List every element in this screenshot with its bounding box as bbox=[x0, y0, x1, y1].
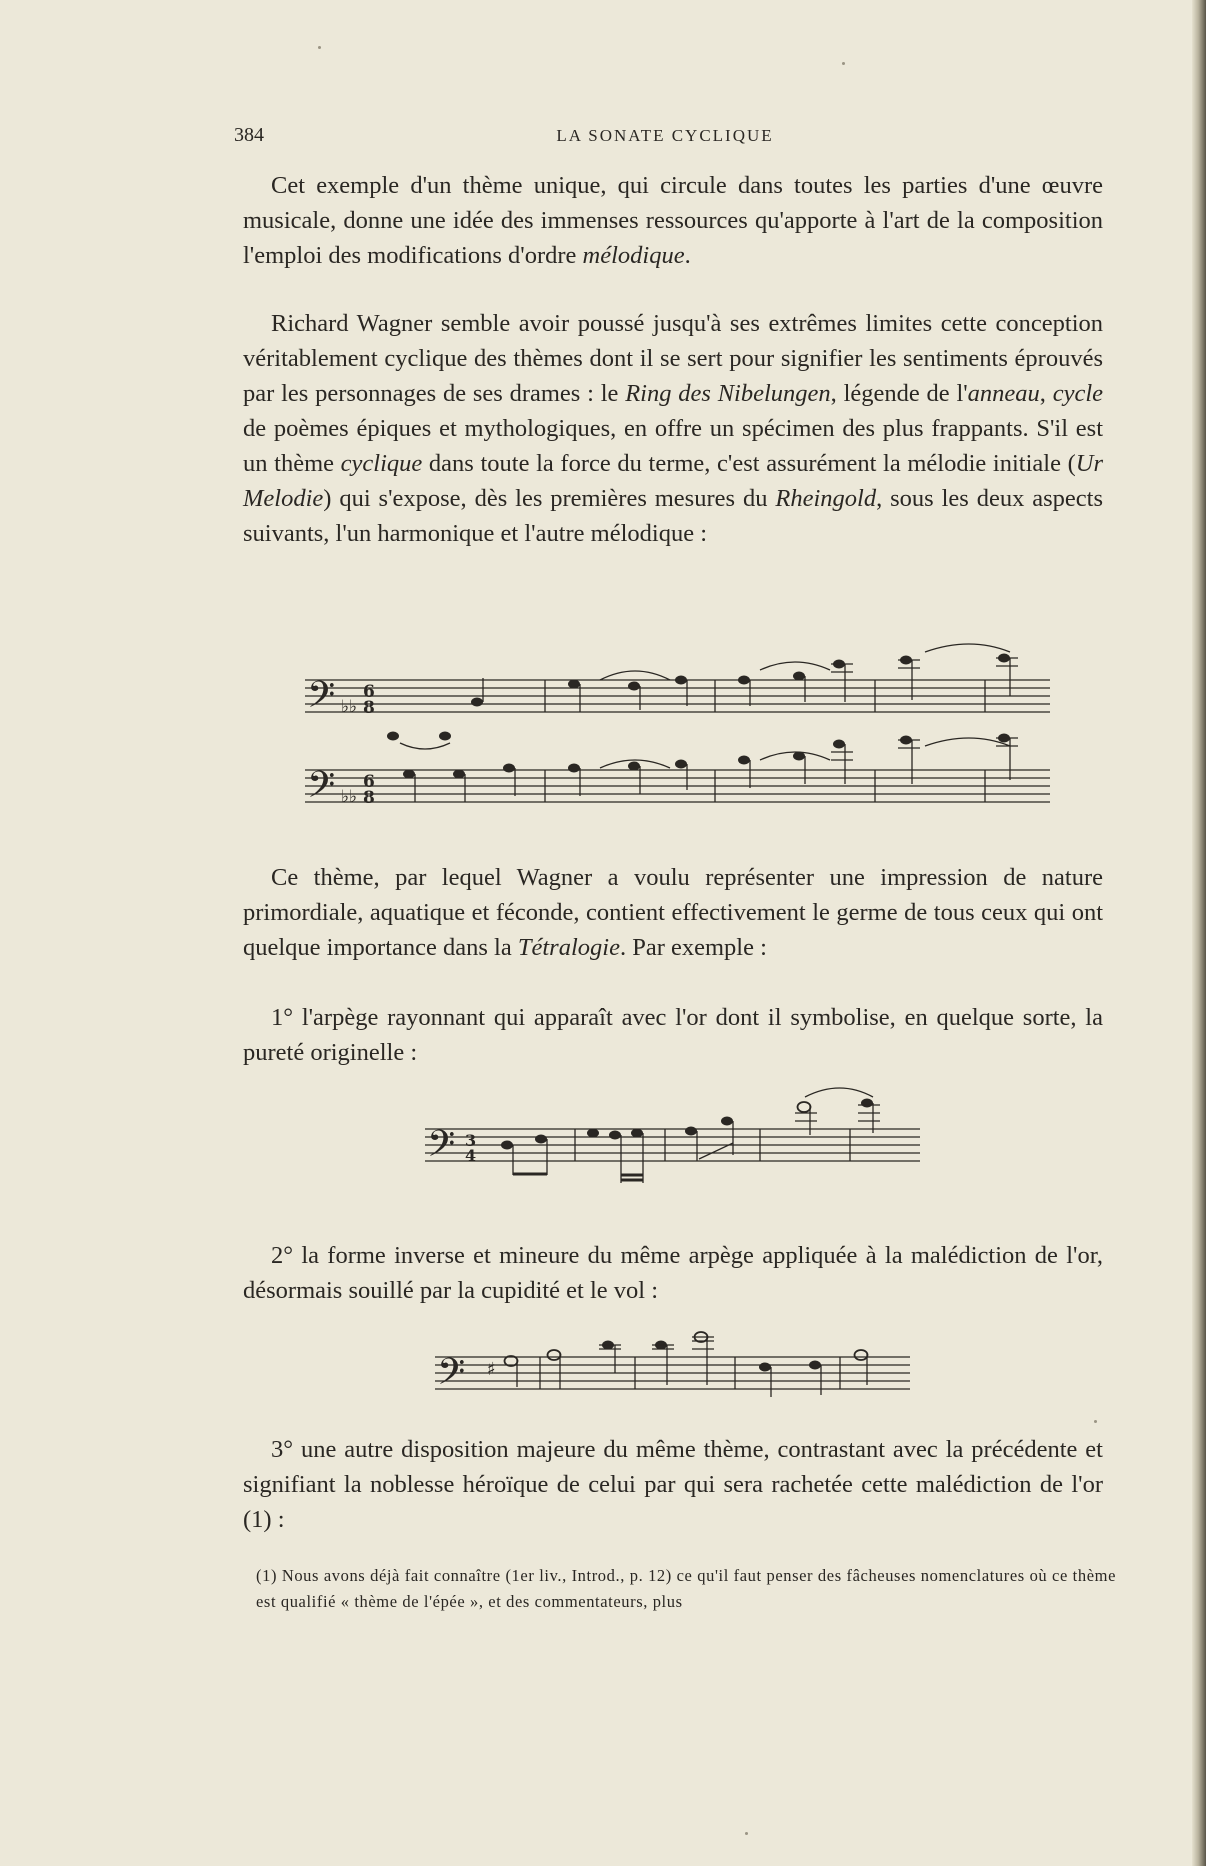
bass-clef-icon: 𝄢 bbox=[437, 1351, 466, 1402]
italic-term: Ur Melodie bbox=[243, 450, 1103, 512]
paragraph-theme bbox=[243, 860, 1103, 965]
italic-term: cyclique bbox=[340, 450, 423, 477]
footnote: (1) Nous avons déjà fait connaître (1er liv., Introd., p. 12) ce qu'il faut penser des fâcheuses nomenclatures où ce thème est qualifié « thème de l'épée », et des commentateurs, plus bbox=[256, 1566, 1116, 1611]
bass-clef-icon: 𝄢 bbox=[427, 1123, 456, 1174]
music-example-curse bbox=[435, 1325, 915, 1405]
page-header bbox=[234, 124, 1096, 154]
speck bbox=[745, 1832, 748, 1835]
italic-title-tetralogie: Tétralogie bbox=[517, 934, 620, 961]
speck bbox=[842, 62, 845, 65]
italic-term: mélodique bbox=[582, 242, 685, 269]
time-signature-bottom: 4 bbox=[465, 1146, 477, 1165]
text-run: , sous les deux aspects suivants, l'un harmonique et l'autre mélodique : bbox=[243, 485, 1103, 547]
bass-clef-icon: 𝄢 bbox=[307, 674, 336, 725]
italic-term: anneau bbox=[967, 380, 1040, 407]
text-run: ) qui s'expose, dès les premières mesures du bbox=[323, 485, 776, 512]
paragraph-intro bbox=[243, 168, 1103, 273]
music-example-rheingold bbox=[305, 640, 1055, 815]
italic-title-ring: Ring des Nibelungen bbox=[625, 380, 831, 407]
text-run: Richard Wagner semble avoir poussé jusqu'à ses extrêmes limites cette conception véritablement cyclique des thèmes dont il se sert pour signifier les sentiments éprouvés par les personnages de ses drames : le bbox=[243, 310, 1103, 407]
text-run: de poèmes épiques et mythologiques, en offre un spécimen des plus frappants. S'il est un thème bbox=[243, 415, 1103, 477]
time-signature-top: 6 bbox=[363, 682, 375, 702]
paragraph-example-2: 2° la forme inverse et mineure du même arpège appliquée à la malédiction de l'or, désormais souillé par la cupidité et le vol : bbox=[243, 1242, 1103, 1304]
page-number: 384 bbox=[234, 124, 264, 146]
sharp-sign: ♯ bbox=[487, 1359, 496, 1380]
speck bbox=[318, 46, 321, 49]
flat-signs: ♭♭ bbox=[341, 697, 358, 717]
paragraph-example-1: 1° l'arpège rayonnant qui apparaît avec l'or dont il symbolise, en quelque sorte, la pureté originelle : bbox=[243, 1004, 1103, 1066]
text-run: , bbox=[1039, 380, 1053, 407]
text-run: Ce thème, par lequel Wagner a voulu représenter une impression de nature primordiale, aquatique et féconde, contient effectivement le germe de tous ceux qui ont quelque importance dans la bbox=[243, 864, 1103, 961]
time-signature-top: 6 bbox=[363, 772, 375, 792]
time-signature-bottom: 8 bbox=[363, 788, 375, 808]
text-run: . bbox=[684, 242, 691, 269]
text-run: . Par exemple : bbox=[619, 934, 767, 961]
text-run: , légende de l' bbox=[830, 380, 968, 407]
text-run: Cet exemple d'un thème unique, qui circule dans toutes les parties d'une œuvre musicale, donne une idée des immenses ressources qu'apporte à l'art de la composition l'emploi des modifications d'ordre bbox=[243, 172, 1103, 269]
music-example-arpeggio bbox=[425, 1085, 925, 1185]
time-signature-bottom: 8 bbox=[363, 698, 375, 718]
paragraph-wagner bbox=[243, 306, 1103, 551]
bass-clef-icon: 𝄢 bbox=[307, 764, 336, 815]
italic-title-rheingold: Rheingold bbox=[775, 485, 877, 512]
paragraph-example-3: 3° une autre disposition majeure du même thème, contrastant avec la précédente et signifiant la noblesse héroïque de celui par qui sera rachetée cette malédiction de l'or (1) : bbox=[243, 1436, 1103, 1533]
italic-term: cycle bbox=[1052, 380, 1104, 407]
running-title: LA SONATE CYCLIQUE bbox=[556, 126, 774, 145]
page-edge-shadow bbox=[1192, 0, 1206, 1866]
flat-signs: ♭♭ bbox=[341, 787, 358, 807]
text-run: dans toute la force du terme, c'est assurément la mélodie initiale ( bbox=[422, 450, 1076, 477]
time-signature-top: 3 bbox=[465, 1131, 477, 1150]
speck bbox=[1094, 1420, 1097, 1423]
